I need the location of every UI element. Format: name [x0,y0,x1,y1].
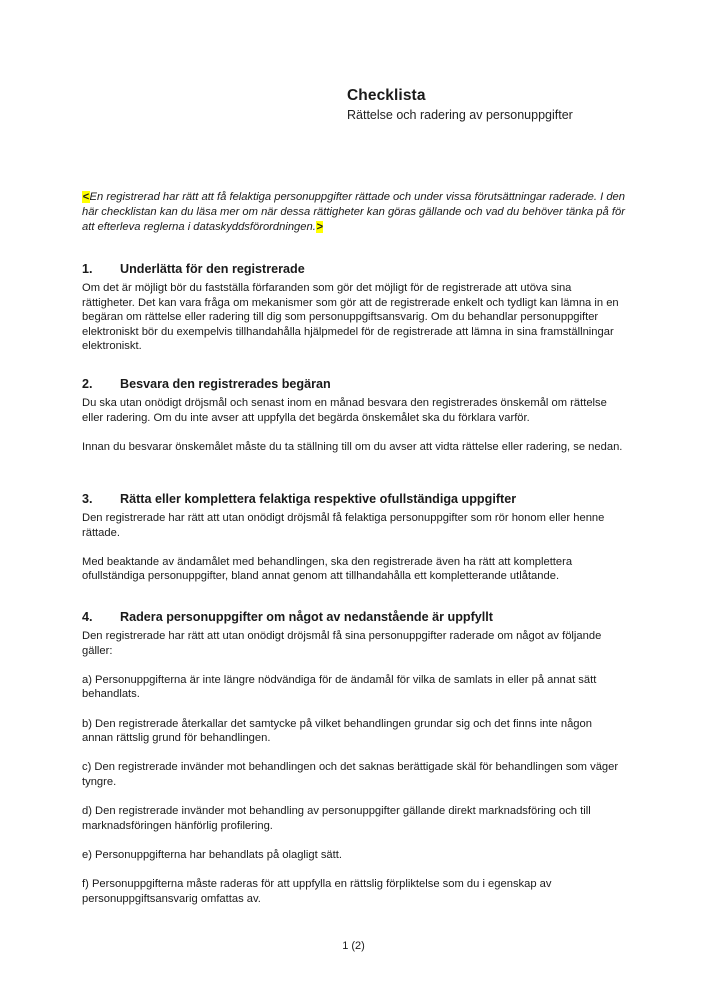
section-2-heading [82,376,625,392]
section-3-paragraph-2: Med beaktande av ändamålet med behandlingen, ska den registrerade även ha rätt att komplettera ofullständiga personuppgifter, bland annat genom att tillhandahålla ett kompletterande utlåtande. [82,555,573,583]
section-1-heading [82,261,625,277]
section-2-paragraph-2: Innan du besvarar önskemålet måste du ta ställning till om du avser att vidta rättelse eller radering, se nedan. [82,440,623,453]
section-1-number: 1. [82,262,93,276]
section-3-paragraph-1: Den registrerade har rätt att utan onödigt dröjsmål få felaktiga personuppgifter som rör honom eller henne rättade. [82,512,605,539]
section-4-item-a: a) Personuppgifterna är inte längre nödvändiga för de ändamål för vilka de samlats in eller på annat sätt behandlats. [82,673,597,701]
section-1 [82,261,625,354]
page-footer: 1 (2) [342,940,365,952]
intro-text: En registrerad har rätt att få felaktiga personuppgifter rättade och under vissa förutsättningar raderade. I den här checklistan kan du läsa mer om när dessa rättigheter kan göras gällande och vad du behöver tänka på för att efterleva reglerna i dataskyddsförordningen. [82,191,625,234]
section-3-number: 3. [82,492,93,506]
section-2 [82,376,625,454]
page-subtitle: Rättelse och radering av personuppgifter [347,108,573,123]
section-2-title: Besvara den registrerades begäran [120,377,331,391]
highlight-close-marker: > [316,221,323,234]
section-4-number: 4. [82,610,93,624]
section-3-title: Rätta eller komplettera felaktiga respektive ofullständiga uppgifter [120,492,517,506]
section-4-item-b: b) Den registrerade återkallar det samtycke på vilket behandlingen grundar sig och det finns inte någon annan rättslig grund för behandlingen. [82,717,592,745]
highlight-open-marker: < [82,191,90,203]
document-title-block [347,86,647,124]
section-4-item-f: f) Personuppgifterna måste raderas för att uppfylla en rättslig förpliktelse som du i egenskap av personuppgiftsansvarig omfattas av. [82,878,552,905]
section-1-paragraph-1: Om det är möjligt bör du fastställa förfaranden som gör det möjligt för de registrerade att utöva sina rättigheter. Det kan vara fråga om mekanismer som gör att de registrerade enkelt och tydligt kan lämna in en begäran om rättelse eller radering till dig som personuppgiftsansvarig. Om du behandlar personuppgifter elektroniskt bör du exempelvis tillhandahålla hjälpmedel för de registrerade att lämna in sina framställningar elektroniskt. [82,282,619,353]
section-4-paragraph-intro: Den registrerade har rätt att utan onödigt dröjsmål få sina personuppgifter raderade om något av följande gäller: [82,630,602,657]
section-4-heading [82,609,625,625]
section-4-item-e: e) Personuppgifterna har behandlats på olagligt sätt. [82,848,342,861]
section-4-item-d: d) Den registrerade invänder mot behandling av personuppgifter gällande direkt marknadsföring och till marknadsföringen hänförlig profilering. [82,805,591,832]
section-4-item-c: c) Den registrerade invänder mot behandlingen och det saknas berättigade skäl för behandlingen som väger tyngre. [82,761,619,788]
section-1-title: Underlätta för den registrerade [120,262,305,276]
section-4 [82,609,625,906]
section-3 [82,491,625,584]
section-2-paragraph-1: Du ska utan onödigt dröjsmål och senast inom en månad besvara den registrerades önskemål om rättelse eller radering. Om du inte avser att uppfylla det begärda önskemålet ska du förklara varför. [82,397,607,424]
page-title: Checklista [347,87,426,104]
section-3-heading [82,491,625,507]
intro-paragraph [82,190,625,236]
section-4-title: Radera personuppgifter om något av nedanstående är uppfyllt [120,610,493,624]
section-2-number: 2. [82,377,93,391]
